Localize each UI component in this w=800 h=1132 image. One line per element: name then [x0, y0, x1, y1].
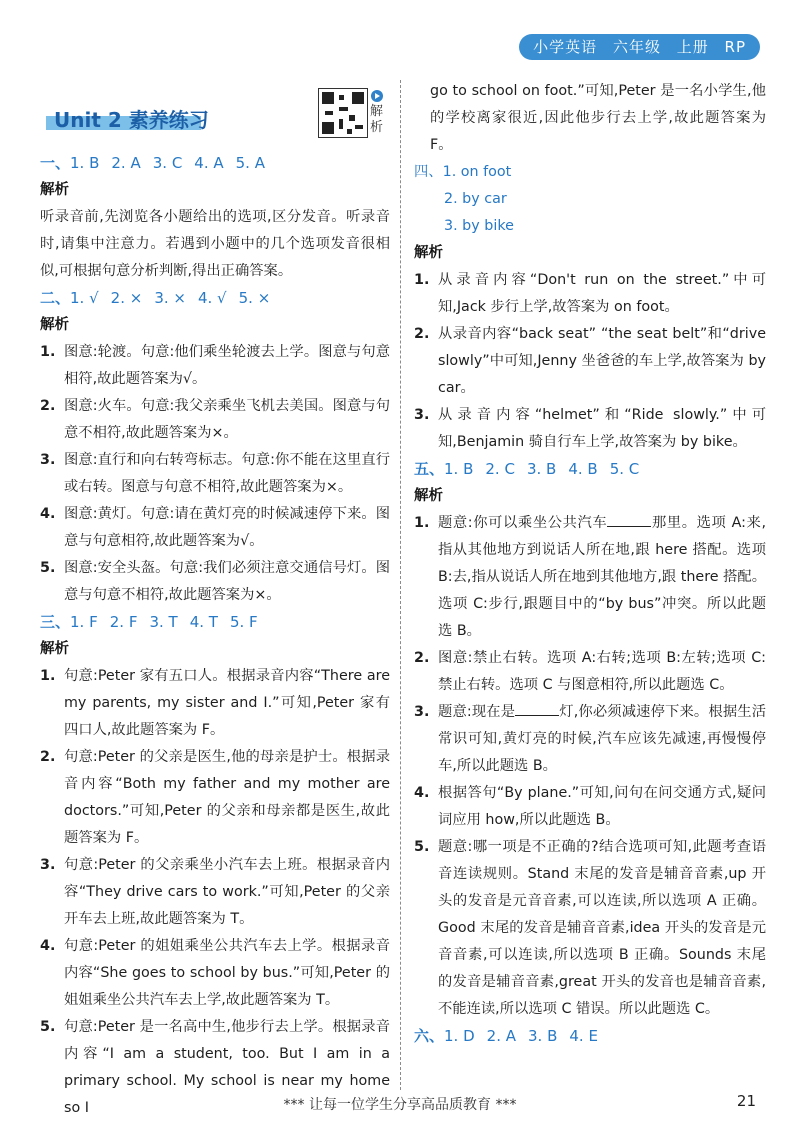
- item-number: 3.: [40, 857, 56, 873]
- answer-line: [414, 213, 766, 240]
- analysis-heading: 解析: [40, 317, 69, 333]
- item-text: 图意:黄灯。句意:请在黄灯亮的时候减速停下来。图意与句意相符,故此题答案为√。: [64, 506, 390, 549]
- analysis-heading: 解析: [40, 182, 69, 198]
- item-text: 句意:Peter 的父亲乘坐小汽车去上班。根据录音内容“They drive cars to work.”可知,Peter 的父亲开车去上班,故此题答案为 T。: [64, 857, 390, 927]
- page-title: Unit 2 素养练习: [54, 108, 209, 132]
- answer-item: 3. by bike: [444, 218, 514, 234]
- analysis-heading: 解析: [414, 488, 443, 504]
- item-number: 3.: [414, 407, 430, 423]
- item-text-pre: 题意:现在是: [438, 704, 516, 720]
- explanation-item: [40, 663, 390, 744]
- answer-item: 2. ×: [110, 289, 143, 307]
- answer-item: 4. B: [568, 460, 598, 478]
- answer-item: 5. ×: [238, 289, 271, 307]
- answer-item: 5. F: [229, 613, 258, 631]
- answer-row: [40, 609, 390, 636]
- explanation-item: [414, 834, 766, 1023]
- answer-item: 4. √: [197, 289, 227, 307]
- item-text: 题意:哪一项是不正确的?结合选项可知,此题考查语音连读规则。Stand 末尾的发音是辅音音素,up 开头的发音是元音音素,可以连读,所以选项 A 正确。Good 末尾的发音是辅音音素,idea 开头的发音是元音音素,可以连读,所以选项 B 正确。Sounds 末尾的发音是辅音音素,great 开头的发音也是辅音音素,不能连读,所以选项 C 错误。所以此题选 C。: [438, 839, 766, 1017]
- explanation-item: [40, 933, 390, 1014]
- answer-item: 3. B: [526, 460, 557, 478]
- item-number: 2.: [414, 326, 430, 342]
- item-text: 图意:安全头盔。句意:我们必须注意交通信号灯。图意与句意不相符,故此题答案为×。: [64, 560, 390, 603]
- header-subject: 小学英语: [533, 38, 598, 56]
- explanation-item: [40, 339, 390, 393]
- answer-line: [414, 159, 766, 186]
- section-label: 二、: [40, 289, 71, 307]
- item-text: 句意:Peter 家有五口人。根据录音内容“There are my parents, my sister and I.”可知,Peter 家有四口人,故此题答案为 F。: [64, 668, 390, 738]
- item-number: 4.: [40, 938, 56, 954]
- item-text: 句意:Peter 的父亲是医生,他的母亲是护士。根据录音内容“Both my father and my mother are doctors.”可知,Peter 的父亲和母亲都是医生,故此题答案为 F。: [64, 749, 390, 846]
- item-number: 5.: [40, 560, 56, 576]
- item-number: 1.: [40, 344, 56, 360]
- section-label: 四、: [414, 164, 443, 180]
- explanation-item: [414, 645, 766, 699]
- column-divider: [400, 80, 401, 1090]
- item-number: 1.: [414, 272, 430, 288]
- answer-row: [40, 150, 390, 177]
- item-text: 从录音内容“Don't run on the street.”中可知,Jack 步行上学,故答案为 on foot。: [438, 272, 766, 315]
- answer-item: 2. C: [485, 460, 515, 478]
- item-number: 2.: [414, 650, 430, 666]
- answer-item: 3. ×: [154, 289, 186, 307]
- item-text: 句意:Peter 的姐姐乘坐公共汽车去上学。根据录音内容“She goes to school by bus.”可知,Peter 的姐姐乘坐公共汽车去上学,故此题答案为 T。: [64, 938, 390, 1008]
- item-text: 图意:直行和向右转弯标志。句意:你不能在这里直行或右转。图意与句意不相符,故此题答案为×。: [64, 452, 390, 495]
- answer-item: 4. T: [189, 613, 218, 631]
- section-label: 一、: [40, 154, 71, 172]
- answer-item: 1. B: [444, 460, 474, 478]
- item-number: 5.: [40, 1019, 56, 1035]
- fill-blank: [607, 512, 651, 527]
- item-number: 3.: [40, 452, 56, 468]
- answer-item: 1. F: [70, 613, 98, 631]
- section-label: 六、: [414, 1027, 445, 1045]
- paragraph: 听录音前,先浏览各小题给出的选项,区分发音。听录音时,请集中注意力。若遇到小题中的几个选项发音很相似,可根据句意分析判断,得出正确答案。: [40, 209, 390, 279]
- analysis-heading: 解析: [414, 245, 443, 261]
- explanation-item: [414, 321, 766, 402]
- explanation-item: [40, 555, 390, 609]
- answer-row: [40, 285, 390, 312]
- qr-label: 解析: [370, 104, 384, 135]
- explanation-item: [414, 699, 766, 780]
- item-number: 1.: [414, 515, 430, 531]
- item-text: 图意:火车。句意:我父亲乘坐飞机去美国。图意与句意不相符,故此题答案为×。: [64, 398, 390, 441]
- left-column: [40, 150, 390, 1122]
- item-text: 灯,你必须减速停下来。根据生活常识可知,黄灯亮的时候,汽车应该先减速,再慢慢停车,所以此题选 B。: [438, 704, 766, 774]
- fill-blank: [515, 701, 559, 716]
- answer-item: 3. C: [152, 154, 183, 172]
- answer-row: [414, 456, 766, 483]
- right-column: [414, 78, 766, 1050]
- explanation-item: [414, 780, 766, 834]
- explanation-item: [414, 402, 766, 456]
- section-label: 五、: [414, 460, 445, 478]
- qr-code-icon[interactable]: [318, 88, 368, 138]
- page-number: 21: [736, 1092, 756, 1110]
- header-grade: 六年级: [612, 38, 661, 56]
- answer-item: 1. √: [70, 289, 99, 307]
- header-edition: RP: [724, 38, 746, 56]
- answer-item: 2. by car: [444, 191, 507, 207]
- item-number: 1.: [40, 668, 56, 684]
- item-number: 2.: [40, 749, 56, 765]
- item-text-pre: 题意:你可以乘坐公共汽车: [438, 515, 608, 531]
- explanation-item: [414, 267, 766, 321]
- item-number: 4.: [40, 506, 56, 522]
- item-text: 从录音内容“back seat” “the seat belt”和“drive slowly”中可知,Jenny 坐爸爸的车上学,故答案为 by car。: [438, 326, 766, 396]
- item-text: 图意:轮渡。句意:他们乘坐轮渡去上学。图意与句意相符,故此题答案为√。: [64, 344, 390, 387]
- item-text: 从录音内容“helmet”和“Ride slowly.”中可知,Benjamin 骑自行车上学,故答案为 by bike。: [438, 407, 766, 450]
- item-number: 3.: [414, 704, 430, 720]
- answer-line: [414, 186, 766, 213]
- answer-row: [414, 1023, 766, 1050]
- answer-item: 2. F: [109, 613, 138, 631]
- explanation-item: [40, 393, 390, 447]
- answer-item: 1. B: [70, 154, 100, 172]
- item-number: 5.: [414, 839, 430, 855]
- answer-list: [414, 159, 766, 240]
- answer-item: 2. A: [486, 1027, 516, 1045]
- item-text: 句意:Peter 是一名高中生,他步行去上学。根据录音内容“I am a student, too. But I am in a primary school. My school is near my home so I: [64, 1019, 390, 1116]
- play-icon[interactable]: [371, 90, 383, 102]
- answer-item: 3. T: [149, 613, 178, 631]
- answer-item: 1. D: [444, 1027, 475, 1045]
- answer-item: 2. A: [111, 154, 141, 172]
- explanation-item: [40, 501, 390, 555]
- explanation-item: [40, 447, 390, 501]
- analysis-heading: 解析: [40, 641, 69, 657]
- item-text: 图意:禁止右转。选项 A:右转;选项 B:左转;选项 C:禁止右转。选项 C 与图意相符,所以此题选 C。: [438, 650, 766, 693]
- section-label: 三、: [40, 613, 71, 631]
- answer-item: 3. B: [528, 1027, 558, 1045]
- item-text: 那里。选项 A:来,指从其他地方到说话人所在地,跟 here 搭配。选项 B:去,指从说话人所在地到其他地方,跟 there 搭配。选项 C:步行,跟题目中的“by bus”冲突。所以此题选 B。: [438, 515, 766, 639]
- item-number: 4.: [414, 785, 430, 801]
- item-number: 2.: [40, 398, 56, 414]
- answer-item: 5. A: [235, 154, 265, 172]
- header-term: 上册: [676, 38, 709, 56]
- paragraph: go to school on foot.”可知,Peter 是一名小学生,他的学校离家很近,因此他步行去上学,故此题答案为 F。: [430, 83, 766, 153]
- footer-slogan: *** 让每一位学生分享高品质教育 ***: [283, 1097, 517, 1113]
- header-badge: [519, 34, 760, 60]
- unit-title-block: [46, 104, 209, 133]
- item-text: 根据答句“By plane.”可知,问句在问交通方式,疑问词应用 how,所以此题选 B。: [438, 785, 766, 828]
- explanation-item: [40, 744, 390, 852]
- answer-item: 4. A: [194, 154, 224, 172]
- answer-item: 1. on foot: [442, 164, 512, 180]
- explanation-item: [414, 510, 766, 645]
- answer-item: 4. E: [569, 1027, 598, 1045]
- explanation-item: [40, 852, 390, 933]
- answer-item: 5. C: [609, 460, 640, 478]
